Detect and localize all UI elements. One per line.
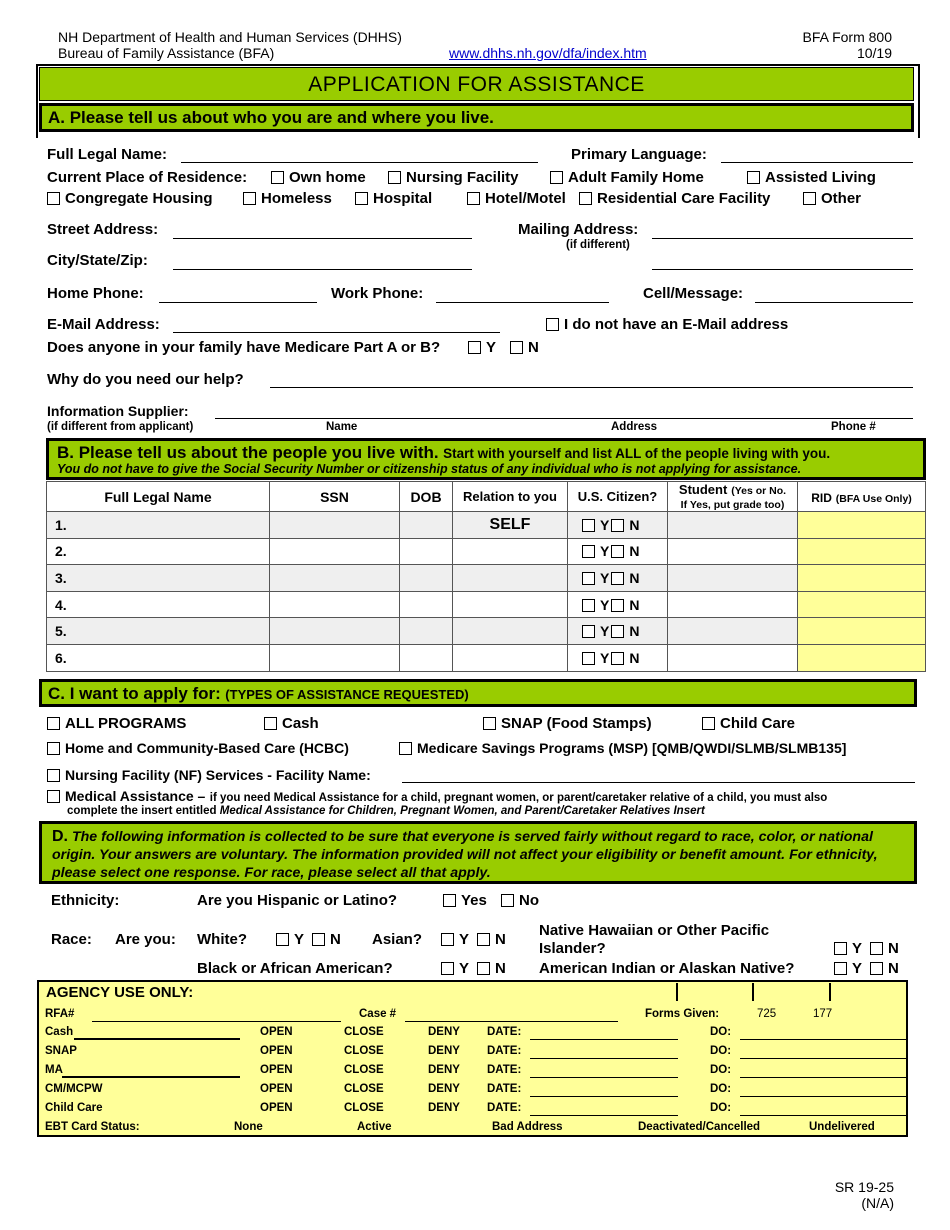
dhhs-link[interactable]: www.dhhs.nh.gov/dfa/index.htm: [449, 45, 647, 61]
medical-assistance-text: if you need Medical Assistance for a child, pregnant women, or parent/caretaker relative of a child, you must also: [209, 792, 828, 804]
cell-message-input[interactable]: [755, 302, 913, 303]
form-number: BFA Form 800: [802, 29, 892, 45]
rid-cell: [798, 538, 926, 565]
residence-hospital[interactable]: Hospital: [355, 190, 432, 207]
hispanic-yes[interactable]: Yes: [443, 892, 487, 909]
child-care-checkbox[interactable]: [702, 717, 715, 730]
open-status[interactable]: OPEN: [260, 1045, 293, 1057]
dept-name: NH Department of Health and Human Services (DHHS): [58, 29, 402, 45]
forms-given-label: Forms Given:: [645, 1008, 720, 1020]
close-status[interactable]: CLOSE: [344, 1026, 384, 1038]
adult-family-home-checkbox[interactable]: [550, 171, 563, 184]
medical-insert-title: Medical Assistance for Children, Pregnant Women, and Parent/Caretaker Relatives Insert: [219, 805, 705, 817]
citizen-yes-checkbox[interactable]: [582, 545, 595, 558]
student-note: If Yes, put grade too): [680, 498, 785, 511]
primary-language-label: Primary Language:: [571, 146, 707, 163]
row-num: 4.: [47, 591, 270, 618]
deny-status[interactable]: DENY: [428, 1064, 460, 1076]
date-label: DATE:: [487, 1064, 522, 1076]
household-row: [47, 591, 926, 618]
ssn-cell[interactable]: [270, 644, 400, 671]
section-b-note: You do not have to give the Social Security Number or citizenship status of any individual who is not applying for assistance.: [57, 462, 802, 476]
do-input[interactable]: [740, 1077, 906, 1078]
residential-care-checkbox[interactable]: [579, 192, 592, 205]
ssn-cell[interactable]: [270, 565, 400, 592]
household-row: [47, 512, 926, 539]
native-yes-checkbox[interactable]: [834, 962, 847, 975]
do-label: DO:: [710, 1026, 732, 1038]
ebt-option-bad-address[interactable]: Bad Address: [492, 1121, 563, 1133]
rfa-input[interactable]: [92, 1021, 341, 1022]
agency-row-label: MA: [45, 1064, 63, 1076]
relation-cell[interactable]: [453, 591, 568, 618]
dob-cell[interactable]: [400, 512, 453, 539]
hawaiian-no-checkbox[interactable]: [870, 942, 883, 955]
asian-no-checkbox[interactable]: [477, 933, 490, 946]
section-b-subheading: Start with yourself and list ALL of the people living with you.: [443, 446, 831, 461]
forms-tick-1: [676, 983, 678, 1001]
col-full-legal-name: Full Legal Name: [47, 482, 270, 512]
student-cell[interactable]: [668, 591, 798, 618]
footer-note: (N/A): [861, 1195, 894, 1211]
own-home-checkbox[interactable]: [271, 171, 284, 184]
deny-status[interactable]: DENY: [428, 1026, 460, 1038]
primary-language-input[interactable]: [721, 162, 913, 163]
student-cell[interactable]: [668, 538, 798, 565]
relation-cell[interactable]: [453, 644, 568, 671]
ssn-cell[interactable]: [270, 538, 400, 565]
asian-yes-checkbox[interactable]: [441, 933, 454, 946]
section-d-letter: D.: [52, 828, 68, 845]
residence-adult-family-home[interactable]: Adult Family Home: [550, 169, 704, 186]
household-row: [47, 618, 926, 645]
section-c-subheading: (TYPES OF ASSISTANCE REQUESTED): [225, 687, 469, 702]
do-input[interactable]: [740, 1039, 906, 1040]
section-b-header: [46, 438, 926, 480]
black-question: Black or African American?: [197, 960, 393, 977]
native-no-checkbox[interactable]: [870, 962, 883, 975]
rid-note: (BFA Use Only): [835, 492, 912, 505]
residence-other[interactable]: Other: [803, 190, 861, 207]
rid-cell: [798, 644, 926, 671]
hawaiian-question: Native Hawaiian or Other Pacific Islander?: [539, 922, 770, 957]
date-label: DATE:: [487, 1026, 522, 1038]
cash-caseworker-line[interactable]: [74, 1038, 240, 1040]
white-yes-checkbox[interactable]: [276, 933, 289, 946]
date-input[interactable]: [530, 1096, 678, 1097]
asian-yn[interactable]: Y N: [441, 931, 506, 948]
deny-status[interactable]: DENY: [428, 1045, 460, 1057]
relation-cell[interactable]: SELF: [453, 512, 568, 539]
medical-insert-prefix: complete the insert entitled: [67, 805, 217, 817]
full-legal-name-label: Full Legal Name:: [47, 146, 168, 163]
citizen-yes-checkbox[interactable]: [582, 625, 595, 638]
residence-assisted-living[interactable]: Assisted Living: [747, 169, 876, 186]
native-yn[interactable]: Y N: [834, 960, 899, 977]
apply-medical-assistance[interactable]: [47, 788, 827, 806]
do-label: DO:: [710, 1102, 732, 1114]
form-725: 725: [757, 1008, 777, 1020]
why-help-input[interactable]: [270, 387, 913, 388]
other-checkbox[interactable]: [803, 192, 816, 205]
apply-child-care[interactable]: Child Care: [702, 715, 795, 732]
row-num: 2.: [47, 538, 270, 565]
black-yn[interactable]: Y N: [441, 960, 506, 977]
black-no-checkbox[interactable]: [477, 962, 490, 975]
dob-cell[interactable]: [400, 591, 453, 618]
assisted-living-checkbox[interactable]: [747, 171, 760, 184]
citizen-yes-checkbox[interactable]: [582, 652, 595, 665]
section-b-heading-line: [57, 443, 923, 463]
agency-row-label: Child Care: [45, 1102, 103, 1114]
agency-heading: AGENCY USE ONLY:: [46, 984, 194, 1001]
dob-cell[interactable]: [400, 565, 453, 592]
cash-checkbox[interactable]: [264, 717, 277, 730]
medicare-no-checkbox[interactable]: [510, 341, 523, 354]
case-input[interactable]: [405, 1021, 618, 1022]
native-question: American Indian or Alaskan Native?: [539, 960, 795, 977]
congregate-housing-checkbox[interactable]: [47, 192, 60, 205]
col-student: [668, 482, 798, 512]
case-label: Case #: [359, 1008, 397, 1020]
do-input[interactable]: [740, 1115, 906, 1116]
open-status[interactable]: OPEN: [260, 1083, 293, 1095]
black-yes-checkbox[interactable]: [441, 962, 454, 975]
hispanic-question: Are you Hispanic or Latino?: [197, 892, 398, 909]
citizen-cell[interactable]: Y N: [568, 618, 668, 645]
ebt-option-none[interactable]: None: [234, 1121, 263, 1133]
ma-caseworker-line[interactable]: [62, 1076, 240, 1078]
ssn-cell[interactable]: [270, 618, 400, 645]
hispanic-yes-checkbox[interactable]: [443, 894, 456, 907]
do-input[interactable]: [740, 1096, 906, 1097]
info-supplier-note: (if different from applicant): [47, 421, 194, 433]
student-label: Student: [678, 481, 728, 497]
facility-name-input[interactable]: [402, 782, 915, 783]
do-label: DO:: [710, 1083, 732, 1095]
citizen-no-checkbox[interactable]: [611, 625, 624, 638]
section-c-header: [39, 679, 917, 707]
deny-status[interactable]: DENY: [428, 1083, 460, 1095]
white-no-checkbox[interactable]: [312, 933, 325, 946]
medical-assistance-title: Medical Assistance –: [65, 788, 206, 804]
citizen-yes-checkbox[interactable]: [582, 519, 595, 532]
row-num: 6.: [47, 644, 270, 671]
rid-cell: [798, 565, 926, 592]
current-residence-label: Current Place of Residence:: [47, 169, 248, 186]
citizen-cell[interactable]: Y N: [568, 565, 668, 592]
date-label: DATE:: [487, 1102, 522, 1114]
relation-cell[interactable]: [453, 538, 568, 565]
dob-cell[interactable]: [400, 538, 453, 565]
race-label: Race:: [51, 931, 92, 948]
date-input[interactable]: [530, 1039, 678, 1040]
citizen-no-checkbox[interactable]: [611, 652, 624, 665]
household-table-header: [47, 482, 926, 512]
residence-homeless[interactable]: Homeless: [243, 190, 332, 207]
nf-services-checkbox[interactable]: [47, 769, 60, 782]
all-programs-checkbox[interactable]: [47, 717, 60, 730]
student-cell[interactable]: [668, 565, 798, 592]
medicare-question: Does anyone in your family have Medicare Part A or B?: [47, 339, 441, 356]
mailing-address-label: Mailing Address:: [518, 221, 639, 238]
rid-label: RID: [811, 490, 832, 505]
apply-hcbc[interactable]: Home and Community-Based Care (HCBC): [47, 740, 349, 756]
ebt-status-label: EBT Card Status:: [45, 1121, 140, 1133]
hispanic-no[interactable]: No: [501, 892, 539, 909]
section-a-heading: A. Please tell us about who you are and where you live.: [48, 108, 494, 127]
apply-nursing-facility[interactable]: Nursing Facility (NF) Services - Facility Name:: [47, 767, 371, 783]
do-label: DO:: [710, 1064, 732, 1076]
section-a-header: [39, 103, 914, 132]
agency-row-label: SNAP: [45, 1045, 77, 1057]
household-table: [46, 481, 926, 672]
student-cell[interactable]: [668, 618, 798, 645]
relation-cell[interactable]: [453, 565, 568, 592]
relation-cell[interactable]: [453, 618, 568, 645]
hawaiian-yes-checkbox[interactable]: [834, 942, 847, 955]
citizen-cell[interactable]: Y N: [568, 538, 668, 565]
rfa-label: RFA#: [45, 1008, 75, 1020]
hispanic-no-checkbox[interactable]: [501, 894, 514, 907]
if-different-note: (if different): [566, 239, 630, 251]
hcbc-checkbox[interactable]: [47, 742, 60, 755]
col-us-citizen: U.S. Citizen?: [568, 482, 668, 512]
hospital-checkbox[interactable]: [355, 192, 368, 205]
rid-cell: [798, 618, 926, 645]
forms-tick-2: [752, 983, 754, 1001]
info-supplier-phone-caption: Phone #: [831, 421, 876, 433]
apply-cash[interactable]: Cash: [264, 715, 319, 732]
do-input[interactable]: [740, 1058, 906, 1059]
ssn-cell[interactable]: [270, 591, 400, 618]
citizen-no-checkbox[interactable]: [611, 572, 624, 585]
citizen-no-checkbox[interactable]: [611, 599, 624, 612]
student-paren: (Yes or No.: [731, 484, 787, 497]
household-row: [47, 565, 926, 592]
info-supplier-address-caption: Address: [611, 421, 658, 433]
section-b-heading: B. Please tell us about the people you live with.: [57, 443, 439, 462]
full-legal-name-input[interactable]: [181, 162, 538, 163]
medical-assistance-checkbox[interactable]: [47, 790, 60, 803]
ethnicity-label: Ethnicity:: [51, 892, 120, 909]
apply-msp[interactable]: Medicare Savings Programs (MSP) [QMB/QWDI/SLMB/SLMB135]: [399, 740, 846, 756]
close-status[interactable]: CLOSE: [344, 1064, 384, 1076]
msp-checkbox[interactable]: [399, 742, 412, 755]
student-cell[interactable]: [668, 512, 798, 539]
medicare-yes-checkbox[interactable]: [468, 341, 481, 354]
cell-message-label: Cell/Message:: [643, 285, 744, 302]
citizen-yes-checkbox[interactable]: [582, 599, 595, 612]
work-phone-input[interactable]: [436, 302, 609, 303]
do-label: DO:: [710, 1045, 732, 1057]
info-supplier-input[interactable]: [215, 418, 913, 419]
dob-cell[interactable]: [400, 644, 453, 671]
info-supplier-name-caption: Name: [326, 421, 358, 433]
are-you-label: Are you:: [115, 931, 176, 948]
ebt-option-undelivered[interactable]: Undelivered: [809, 1121, 875, 1133]
form-title: APPLICATION FOR ASSISTANCE: [308, 73, 645, 96]
street-address-label: Street Address:: [47, 221, 159, 238]
form-title-bar: [39, 67, 914, 101]
white-question: White?: [197, 931, 247, 948]
rid-cell: [798, 512, 926, 539]
date-input[interactable]: [530, 1058, 678, 1059]
residence-residential-care[interactable]: Residential Care Facility: [579, 190, 770, 207]
home-phone-input[interactable]: [159, 302, 317, 303]
dob-cell[interactable]: [400, 618, 453, 645]
date-input[interactable]: [530, 1115, 678, 1116]
close-status[interactable]: CLOSE: [344, 1102, 384, 1114]
col-dob: DOB: [400, 482, 453, 512]
why-help-label: Why do you need our help?: [47, 371, 244, 388]
ebt-option-active[interactable]: Active: [357, 1121, 392, 1133]
residence-congregate-housing[interactable]: Congregate Housing: [47, 190, 213, 207]
email-label: E-Mail Address:: [47, 316, 160, 333]
open-status[interactable]: OPEN: [260, 1026, 293, 1038]
email-input[interactable]: [173, 332, 500, 333]
nursing-facility-checkbox[interactable]: [388, 171, 401, 184]
hotel-motel-checkbox[interactable]: [467, 192, 480, 205]
no-email-option[interactable]: I do not have an E-Mail address: [546, 316, 788, 333]
citizen-cell[interactable]: Y N: [568, 591, 668, 618]
household-row: [47, 538, 926, 565]
white-yn[interactable]: Y N: [276, 931, 341, 948]
date-label: DATE:: [487, 1045, 522, 1057]
homeless-checkbox[interactable]: [243, 192, 256, 205]
close-status[interactable]: CLOSE: [344, 1083, 384, 1095]
agency-row-label: CM/MCPW: [45, 1083, 103, 1095]
medical-insert-note: [67, 805, 705, 817]
student-cell[interactable]: [668, 644, 798, 671]
city-state-zip-label: City/State/Zip:: [47, 252, 148, 269]
deny-status[interactable]: DENY: [428, 1102, 460, 1114]
city-state-zip-input[interactable]: [173, 269, 472, 270]
info-supplier-label: Information Supplier:: [47, 403, 189, 419]
form-177: 177: [813, 1008, 833, 1020]
citizen-cell[interactable]: Y N: [568, 644, 668, 671]
rid-cell: [798, 591, 926, 618]
section-d-text: The following information is collected to be sure that everyone is served fairly without regard to race, color, or national origin. Your answers are voluntary. The information provided will not affect your eligibility or benefit amount. For ethnicity, please select one response. For race, please select all that apply.: [52, 829, 878, 881]
mailing-address-line2-input[interactable]: [652, 269, 913, 270]
citizen-no-checkbox[interactable]: [611, 519, 624, 532]
mailing-address-input[interactable]: [652, 238, 913, 239]
home-phone-label: Home Phone:: [47, 285, 144, 302]
bureau-name: Bureau of Family Assistance (BFA): [58, 45, 275, 61]
no-email-checkbox[interactable]: [546, 318, 559, 331]
open-status[interactable]: OPEN: [260, 1102, 293, 1114]
row-num: 1.: [47, 512, 270, 539]
apply-snap[interactable]: SNAP (Food Stamps): [483, 715, 652, 732]
row-num: 3.: [47, 565, 270, 592]
residence-hotel-motel[interactable]: Hotel/Motel: [467, 190, 566, 207]
citizen-no-checkbox[interactable]: [611, 545, 624, 558]
medicare-no[interactable]: N: [510, 339, 539, 356]
footer-code: SR 19-25: [834, 1179, 894, 1195]
ssn-cell[interactable]: [270, 512, 400, 539]
hawaiian-yn[interactable]: Y N: [834, 940, 899, 957]
citizen-yes-checkbox[interactable]: [582, 572, 595, 585]
section-c-heading: C. I want to apply for:: [48, 684, 221, 703]
date-label: DATE:: [487, 1083, 522, 1095]
section-d-box: [39, 821, 917, 884]
close-status[interactable]: CLOSE: [344, 1045, 384, 1057]
apply-all-programs[interactable]: ALL PROGRAMS: [47, 715, 186, 732]
date-input[interactable]: [530, 1077, 678, 1078]
residence-nursing-facility[interactable]: Nursing Facility: [388, 169, 519, 186]
snap-checkbox[interactable]: [483, 717, 496, 730]
agency-row-label: Cash: [45, 1026, 74, 1038]
row-num: 5.: [47, 618, 270, 645]
ebt-option-deactivated[interactable]: Deactivated/Cancelled: [638, 1121, 761, 1133]
form-date: 10/19: [856, 45, 892, 61]
work-phone-label: Work Phone:: [331, 285, 424, 302]
street-address-input[interactable]: [173, 238, 472, 239]
asian-question: Asian?: [372, 931, 423, 948]
residence-own-home[interactable]: Own home: [271, 169, 366, 186]
col-relation: Relation to you: [453, 482, 568, 512]
open-status[interactable]: OPEN: [260, 1064, 293, 1076]
col-rid: [798, 482, 926, 512]
citizen-cell[interactable]: Y N: [568, 512, 668, 539]
col-ssn: SSN: [270, 482, 400, 512]
medicare-yes[interactable]: Y: [468, 339, 496, 356]
household-row: [47, 644, 926, 671]
forms-tick-3: [829, 983, 831, 1001]
